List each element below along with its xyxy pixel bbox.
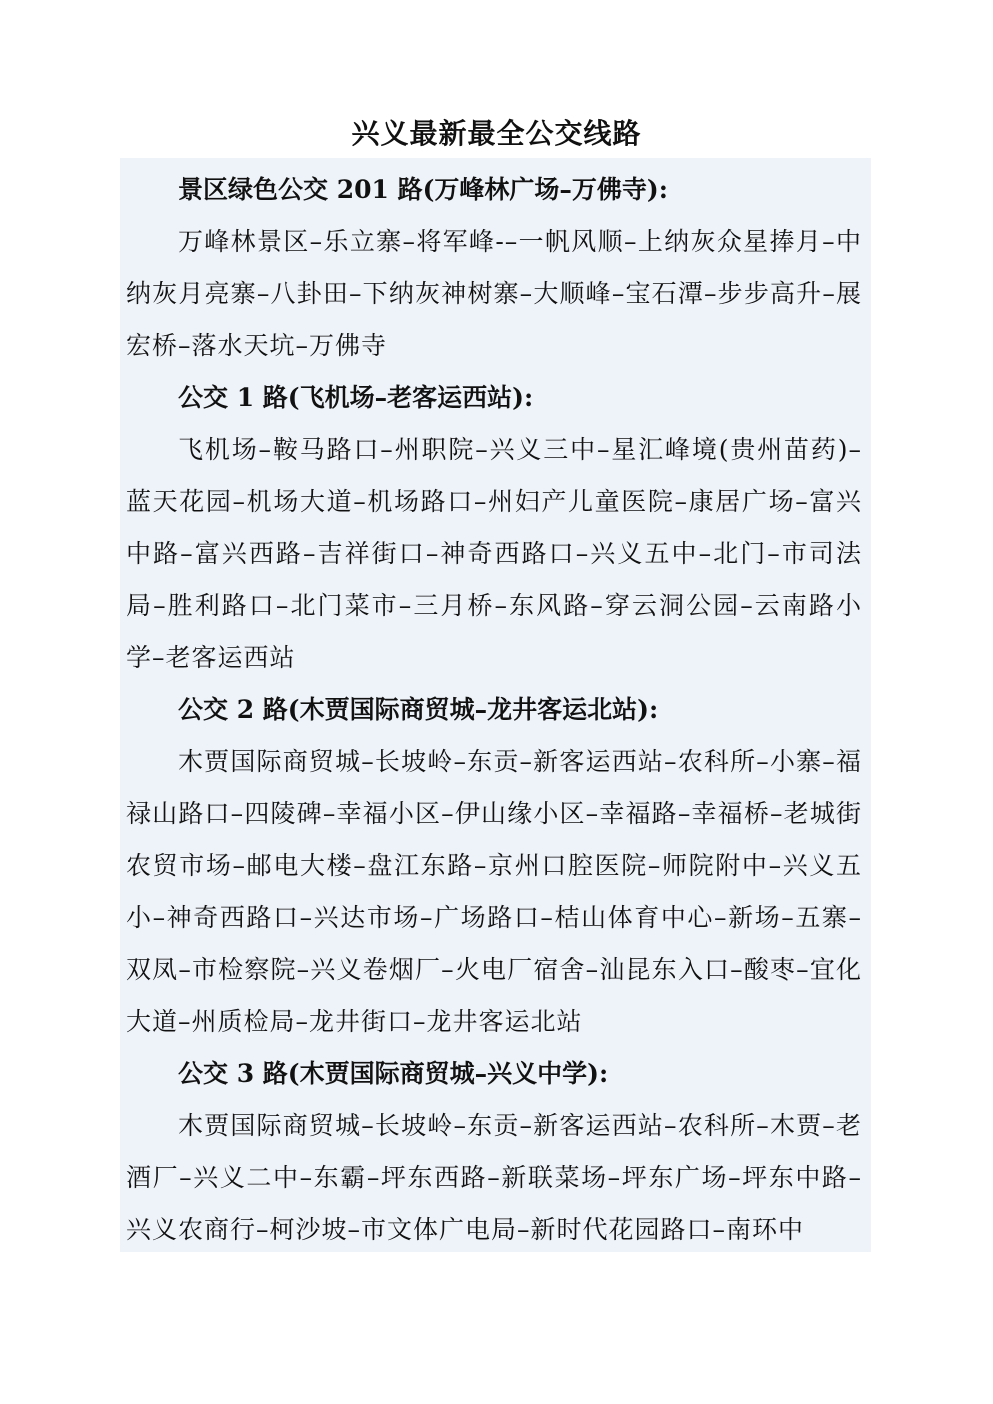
- route-section-3: [126, 1048, 862, 1256]
- route-title: 公交 3 路(木贾国际商贸城–兴义中学):: [178, 1059, 609, 1088]
- bus-routes-panel: [120, 158, 871, 1252]
- document-title: 兴义最新最全公交线路: [351, 117, 642, 150]
- route-section-2: [126, 684, 862, 1048]
- route-section-1: [126, 372, 862, 684]
- route-stops: 飞机场–鞍马路口–州职院–兴义三中–星汇峰境(贵州苗药)–蓝天花园–机场大道–机场路口–州妇产儿童医院–康居广场–富兴中路–富兴西路–吉祥街口–神奇西路口–兴义五中–北门–市司法局–胜利路口–北门菜市–三月桥–东风路–穿云洞公园–云南路小学–老客运西站: [126, 435, 862, 672]
- route-title: 公交 2 路(木贾国际商贸城–龙井客运北站):: [178, 695, 659, 724]
- route-stops: 木贾国际商贸城–长坡岭–东贡–新客运西站–农科所–木贾–老酒厂–兴义二中–东霸–坪东西路–新联菜场–坪东广场–坪东中路–兴义农商行–柯沙坡–市文体广电局–新时代花园路口–南环中: [126, 1111, 862, 1244]
- route-stops: 万峰林景区–乐立寨–将军峰-–一帆风顺–上纳灰众星捧月–中纳灰月亮寨–八卦田–下纳灰神树寨–大顺峰–宝石潭–步步高升–展宏桥–落水天坑–万佛寺: [126, 227, 862, 360]
- bus-routes-list: [126, 164, 862, 1256]
- route-title: 公交 1 路(飞机场–老客运西站):: [178, 383, 534, 412]
- route-section-201: [126, 164, 862, 372]
- route-stops: 木贾国际商贸城–长坡岭–东贡–新客运西站–农科所–小寨–福禄山路口–四陵碑–幸福小区–伊山缘小区–幸福路–幸福桥–老城街农贸市场–邮电大楼–盘江东路–京州口腔医院–师院附中–兴义五小–神奇西路口–兴达市场–广场路口–桔山体育中心–新场–五寨–双凤–市检察院–兴义卷烟厂–火电厂宿舍–汕昆东入口–酸枣–宜化大道–州质检局–龙井街口–龙井客运北站: [126, 747, 862, 1036]
- route-title: 景区绿色公交 201 路(万峰林广场–万佛寺):: [178, 175, 668, 204]
